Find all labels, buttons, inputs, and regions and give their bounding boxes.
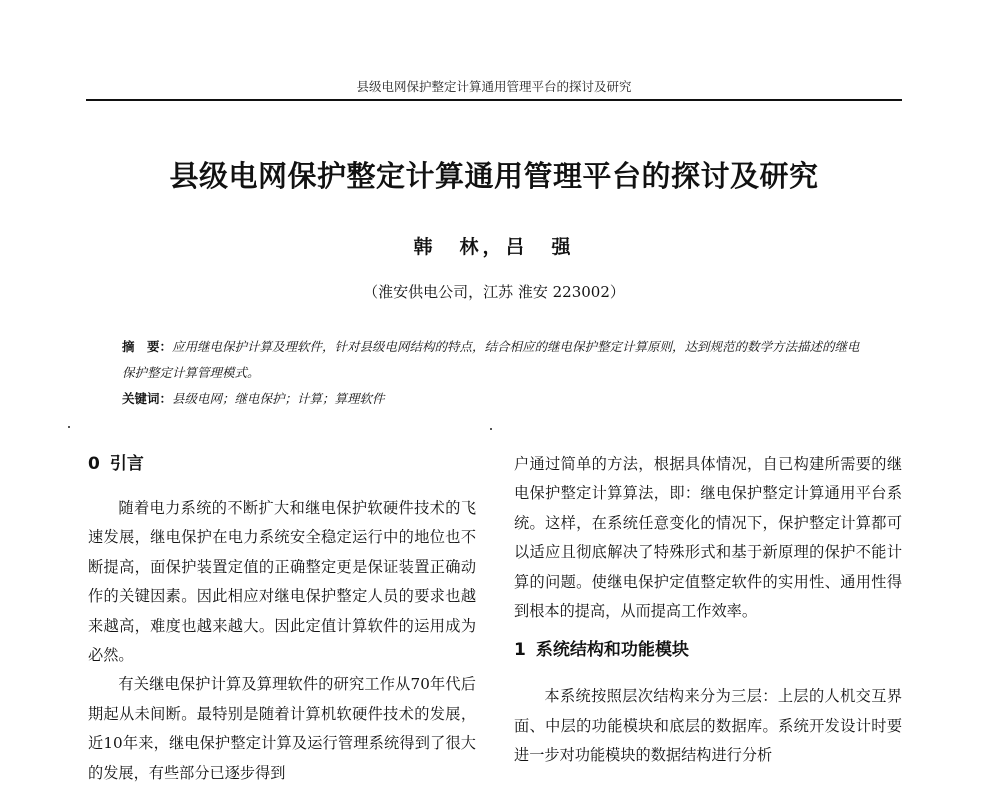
authors: 韩 林，吕 强: [413, 236, 575, 258]
right-column: [514, 450, 902, 771]
keywords-text: 县级电网；继电保护；计算；算理软件: [172, 391, 385, 406]
body-paragraph: 随着电力系统的不断扩大和继电保护软硬件技术的飞速发展，继电保护在电力系统安全稳定运行中的地位也不断提高，面保护装置定值的正确整定更是保证装置正确动作的关键因素。因此相应对继电保护整定人员的要求也越来越高，难度也越来越大。因此定值计算软件的运用成为必然。: [88, 499, 476, 665]
left-column: [88, 450, 476, 788]
keywords-label: 关键词：: [122, 391, 173, 406]
affiliation: （淮安供电公司，江苏 淮安 223002）: [363, 283, 625, 301]
body-paragraph: 户通过简单的方法，根据具体情况，自已构建所需要的继电保护整定计算算法，即：继电保护整定计算通用平台系统。这样，在系统任意变化的情况下，保护整定计算都可以适应且彻底解决了特殊形式和基于新原理的保护不能计算的问题。使继电保护定值整定软件的实用性、通用性得到根本的提高，从而提高工作效率。: [514, 455, 902, 621]
abstract-paragraph: [122, 334, 862, 386]
abstract-label: 摘 要：: [122, 339, 173, 354]
abstract-text: 应用继电保护计算及理软件，针对县级电网结构的特点，结合相应的继电保护整定计算原则，达到规范的数学方法描述的继电保护整定计算管理模式。: [122, 339, 860, 380]
section-heading-0: [88, 450, 476, 494]
running-head: 县级电网保护整定计算通用管理平台的探讨及研究: [356, 79, 632, 94]
scan-speck: [68, 426, 70, 428]
abstract-block: [122, 334, 862, 412]
header-rule: [86, 99, 902, 101]
paper-title: 县级电网保护整定计算通用管理平台的探讨及研究: [169, 159, 819, 193]
section-heading-1: [514, 636, 902, 682]
section-number: 1: [514, 640, 526, 661]
scan-speck: [490, 428, 492, 430]
section-title: 系统结构和功能模块: [535, 640, 689, 661]
body-paragraph: 有关继电保护计算及算理软件的研究工作从70年代后期起从未间断。最特别是随着计算机软硬件技术的发展，近10年来，继电保护整定计算及运行管理系统得到了很大的发展，有些部分已逐步得到: [88, 675, 476, 782]
keywords-line: [122, 386, 862, 412]
body-paragraph: 本系统按照层次结构来分为三层：上层的人机交互界面、中层的功能模块和底层的数据库。系统开发设计时要进一步对功能模块的数据结构进行分析: [514, 687, 902, 765]
section-title: 引言: [109, 454, 144, 474]
section-number: 0: [88, 454, 100, 474]
